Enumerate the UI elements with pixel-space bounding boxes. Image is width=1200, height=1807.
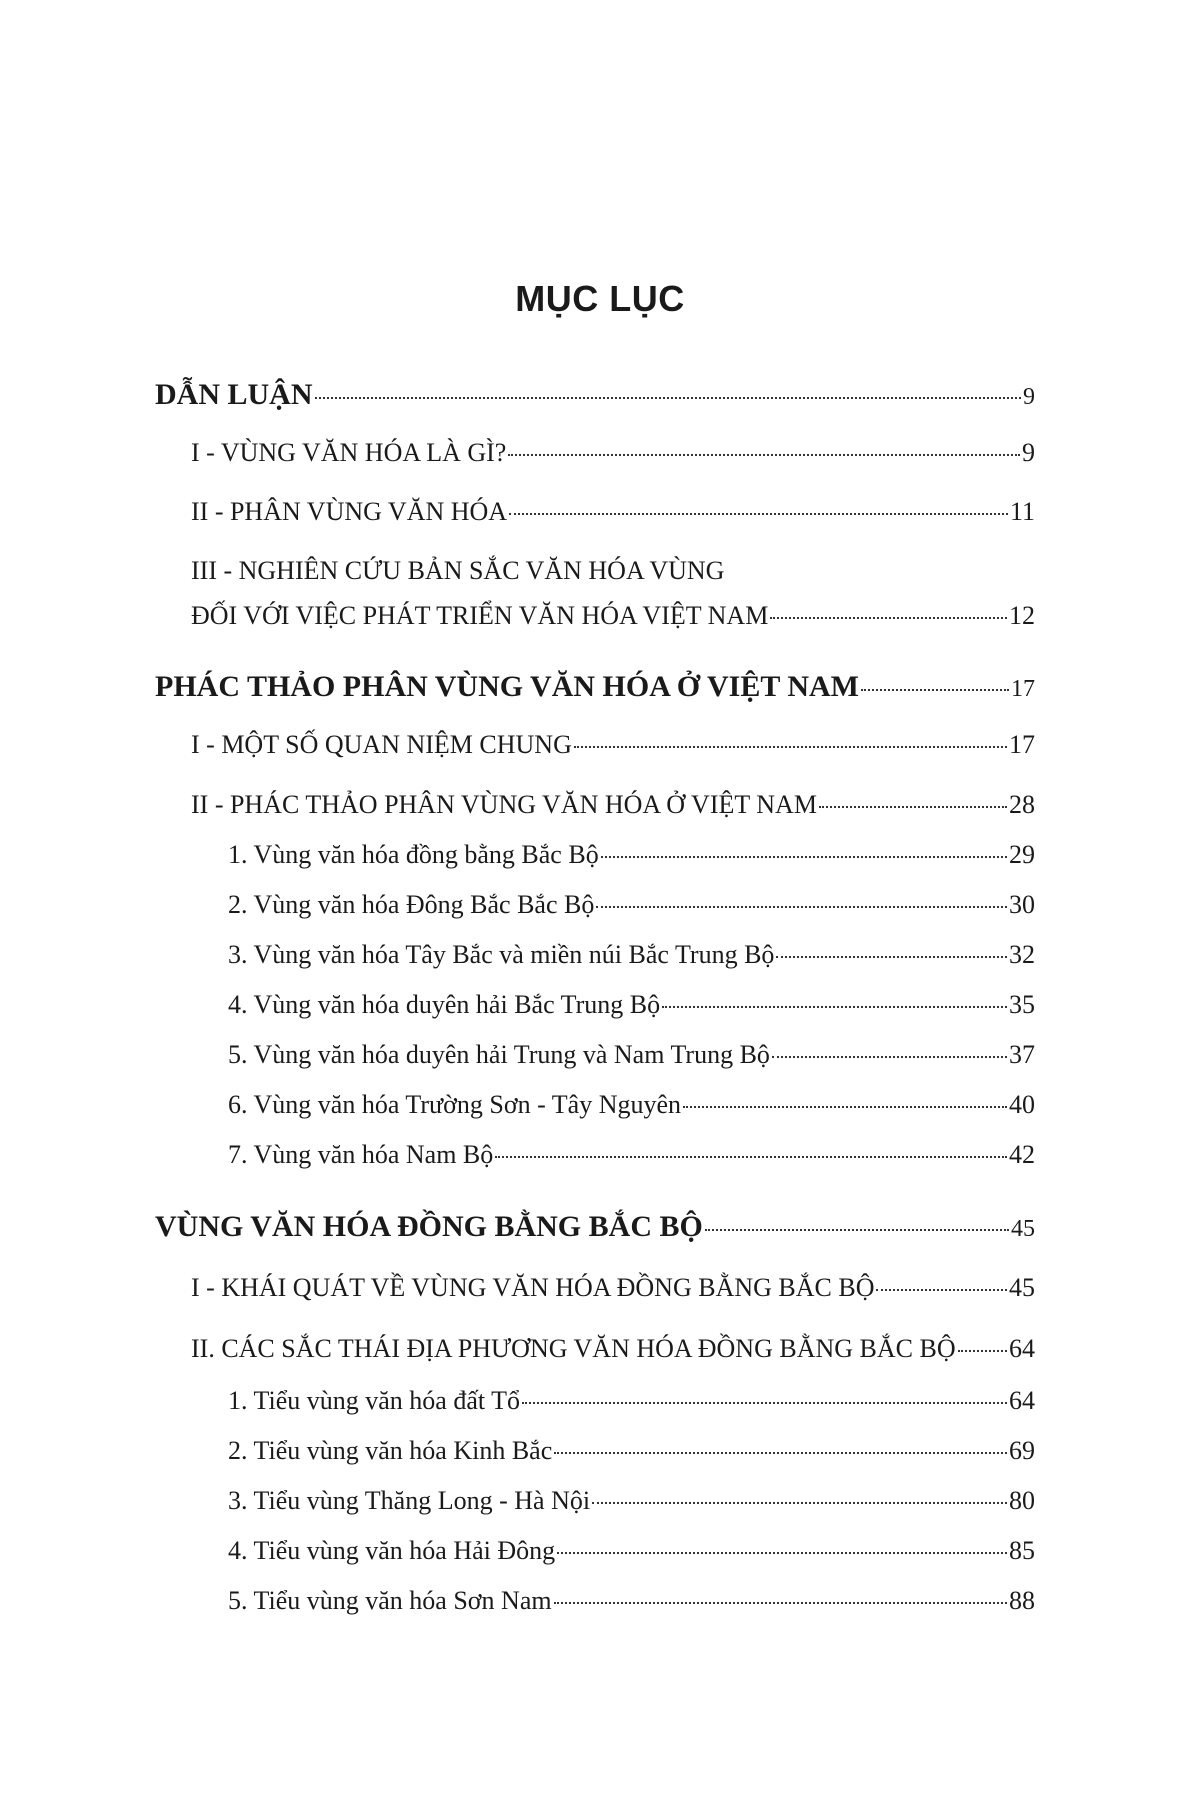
toc-chapter-dong-bang-bac-bo[interactable] xyxy=(155,1210,1035,1244)
toc-page-number: 35 xyxy=(1009,990,1035,1019)
toc-entry-label: II - PHÁC THẢO PHÂN VÙNG VĂN HÓA Ở VIỆT NAM xyxy=(191,790,817,819)
toc-page-number: 40 xyxy=(1009,1090,1035,1119)
page-title: MỤC LỤC xyxy=(515,278,685,319)
dot-leader xyxy=(508,454,1020,456)
toc-page-number: 29 xyxy=(1009,840,1035,869)
toc-entry-label: 2. Tiểu vùng văn hóa Kinh Bắc xyxy=(228,1436,553,1465)
toc-entry-label: 1. Tiểu vùng văn hóa đất Tổ xyxy=(228,1386,521,1415)
toc-page-number: 30 xyxy=(1009,890,1035,919)
dot-leader xyxy=(592,1502,1007,1504)
toc-section-entry[interactable] xyxy=(191,730,1035,760)
toc-entry-label: II. CÁC SẮC THÁI ĐỊA PHƯƠNG VĂN HÓA ĐỒNG BẰNG BẮC BỘ xyxy=(191,1334,956,1363)
toc-section-entry-line1[interactable]: III - NGHIÊN CỨU BẢN SẮC VĂN HÓA VÙNG xyxy=(191,556,725,585)
dot-leader xyxy=(509,513,1008,515)
toc-page-number: 88 xyxy=(1009,1586,1035,1615)
toc-section-entry[interactable] xyxy=(191,1273,1035,1303)
toc-subsection-entry[interactable] xyxy=(228,940,1035,970)
toc-entry-label: 6. Vùng văn hóa Trường Sơn - Tây Nguyên xyxy=(228,1090,682,1119)
toc-entry-label: DẪN LUẬN xyxy=(155,378,313,411)
toc-entry-label: 4. Tiểu vùng văn hóa Hải Đông xyxy=(228,1536,556,1565)
toc-page-number: 42 xyxy=(1009,1140,1035,1169)
toc-subsection-entry[interactable] xyxy=(228,1486,1035,1516)
toc-page-number: 11 xyxy=(1009,497,1035,526)
dot-leader xyxy=(557,1552,1007,1554)
toc-subsection-entry[interactable] xyxy=(228,1090,1035,1120)
toc-entry-label: 1. Vùng văn hóa đồng bằng Bắc Bộ xyxy=(228,840,599,869)
toc-page-number: 64 xyxy=(1009,1334,1035,1363)
toc-subsection-entry[interactable] xyxy=(228,1386,1035,1416)
toc-chapter-dan-luan[interactable] xyxy=(155,378,1035,412)
toc-page-number: 45 xyxy=(1011,1216,1035,1242)
toc-page-number: 45 xyxy=(1009,1273,1035,1302)
dot-leader xyxy=(876,1289,1007,1291)
dot-leader xyxy=(554,1602,1007,1604)
toc-page-number: 85 xyxy=(1009,1536,1035,1565)
toc-page-number: 69 xyxy=(1009,1436,1035,1465)
toc-section-entry[interactable] xyxy=(191,790,1035,820)
dot-leader xyxy=(601,856,1007,858)
toc-entry-label: 3. Vùng văn hóa Tây Bắc và miền núi Bắc Trung Bộ xyxy=(228,940,775,969)
toc-page-number: 64 xyxy=(1009,1386,1035,1415)
toc-entry-label: I - KHÁI QUÁT VỀ VÙNG VĂN HÓA ĐỒNG BẰNG BẮC BỘ xyxy=(191,1273,875,1302)
dot-leader xyxy=(776,956,1007,958)
dot-leader xyxy=(770,617,1007,619)
dot-leader xyxy=(772,1056,1007,1058)
toc-entry-label: VÙNG VĂN HÓA ĐỒNG BẰNG BẮC BỘ xyxy=(155,1210,703,1243)
toc-subsection-entry[interactable] xyxy=(228,890,1035,920)
toc-subsection-entry[interactable] xyxy=(228,1436,1035,1466)
toc-entry-label: 3. Tiểu vùng Thăng Long - Hà Nội xyxy=(228,1486,591,1515)
toc-entry-label: 5. Tiểu vùng văn hóa Sơn Nam xyxy=(228,1586,552,1615)
dot-leader xyxy=(522,1402,1007,1404)
dot-leader xyxy=(683,1106,1007,1108)
toc-subsection-entry[interactable] xyxy=(228,1040,1035,1070)
toc-chapter-phac-thao[interactable] xyxy=(155,670,1035,704)
toc-subsection-entry[interactable] xyxy=(228,1586,1035,1616)
toc-page-number: 17 xyxy=(1011,676,1035,702)
toc-section-entry[interactable] xyxy=(191,601,1035,631)
toc-page-number: 17 xyxy=(1009,730,1035,759)
dot-leader xyxy=(574,746,1007,748)
dot-leader xyxy=(861,689,1009,691)
toc-section-entry[interactable] xyxy=(191,1334,1035,1364)
dot-leader xyxy=(596,906,1007,908)
toc-page-number: 12 xyxy=(1009,601,1035,630)
dot-leader xyxy=(819,806,1007,808)
dot-leader xyxy=(958,1350,1007,1352)
toc-page-number: 80 xyxy=(1009,1486,1035,1515)
toc-subsection-entry[interactable] xyxy=(228,1140,1035,1170)
toc-subsection-entry[interactable] xyxy=(228,840,1035,870)
toc-subsection-entry[interactable] xyxy=(228,990,1035,1020)
toc-page-number: 9 xyxy=(1023,384,1035,410)
toc-page-number: 28 xyxy=(1009,790,1035,819)
toc-entry-label: 4. Vùng văn hóa duyên hải Bắc Trung Bộ xyxy=(228,990,661,1019)
toc-section-entry[interactable] xyxy=(191,438,1035,468)
toc-entry-label: 5. Vùng văn hóa duyên hải Trung và Nam Trung Bộ xyxy=(228,1040,770,1069)
toc-entry-label: 7. Vùng văn hóa Nam Bộ xyxy=(228,1140,494,1169)
toc-subsection-entry[interactable] xyxy=(228,1536,1035,1566)
toc-entry-label: ĐỐI VỚI VIỆC PHÁT TRIỂN VĂN HÓA VIỆT NAM xyxy=(191,601,769,630)
dot-leader xyxy=(662,1006,1007,1008)
dot-leader xyxy=(705,1229,1009,1231)
toc-entry-label: I - MỘT SỐ QUAN NIỆM CHUNG xyxy=(191,730,572,759)
dot-leader xyxy=(315,397,1022,399)
toc-entry-label: PHÁC THẢO PHÂN VÙNG VĂN HÓA Ở VIỆT NAM xyxy=(155,670,859,703)
toc-page-number: 9 xyxy=(1022,438,1035,467)
toc-section-entry[interactable] xyxy=(191,497,1035,527)
toc-entry-label: II - PHÂN VÙNG VĂN HÓA xyxy=(191,497,508,526)
toc-page-number: 32 xyxy=(1009,940,1035,969)
toc-page-number: 37 xyxy=(1009,1040,1035,1069)
dot-leader xyxy=(554,1452,1007,1454)
toc-entry-label: I - VÙNG VĂN HÓA LÀ GÌ? xyxy=(191,438,507,467)
dot-leader xyxy=(495,1156,1007,1158)
toc-entry-label: 2. Vùng văn hóa Đông Bắc Bắc Bộ xyxy=(228,890,595,919)
